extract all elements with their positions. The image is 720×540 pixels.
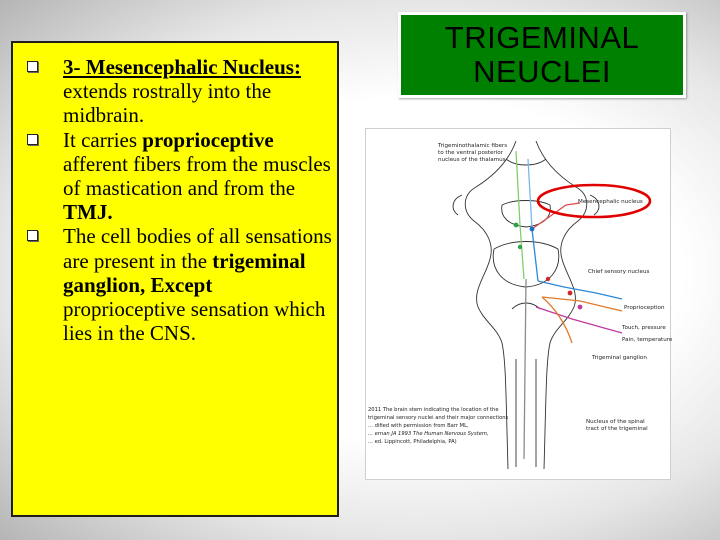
bullet-text: extends rostrally into the midbrain. — [63, 79, 272, 128]
slide-title-line-2: NEUCLEI — [473, 54, 611, 89]
square-bullet-icon — [27, 61, 38, 72]
bullet-item-mesencephalic — [15, 55, 337, 128]
bullet-bold: trigeminal ganglion, — [63, 248, 306, 297]
title-box — [398, 12, 686, 98]
caption-line-4: ... ernan JA 1993 The Human Nervous System, — [368, 431, 489, 437]
bullet-list — [15, 55, 337, 345]
caption-line-3: ... dified with permission from Barr ML, — [368, 423, 469, 429]
bullet-text: afferent fibers from the muscles of mastication and from the — [63, 151, 331, 201]
bullet-item-cell-bodies — [15, 224, 337, 345]
text-panel — [11, 41, 339, 517]
brainstem-diagram — [365, 128, 671, 480]
label-lemniscus-1: Trigeminothalamic fibers — [438, 143, 508, 149]
bullet-bold: TMJ. — [63, 200, 113, 225]
label-lemniscus-3: nucleus of the thalamus — [438, 157, 506, 163]
caption-line-1: 2011 The brain stem indicating the location of the — [368, 407, 499, 413]
diagram-labels — [437, 143, 672, 432]
bullet-text: proprioceptive sensation which lies in the CNS. — [63, 297, 326, 346]
label-chief-sensory-nucleus: Chief sensory nucleus — [588, 269, 650, 275]
label-spinal-nucleus-2: tract of the trigeminal — [586, 426, 648, 432]
label-lemniscus-2: to the ventral posterior — [438, 150, 504, 156]
square-bullet-icon — [27, 230, 38, 241]
label-trigeminal-ganglion: Trigeminal ganglion — [592, 355, 647, 361]
bullet-text: The cell bodies of all sensations are present in the — [63, 224, 332, 273]
slide-title-line-1: TRIGEMINAL — [444, 20, 640, 55]
label-mesencephalic-nucleus: Mesencephalic nucleus — [578, 199, 643, 205]
bullet-bold: proprioceptive — [142, 127, 274, 152]
neuron-cells — [514, 223, 583, 310]
bullet-item-proprioceptive — [15, 128, 337, 225]
caption-line-2: trigeminal sensory nuclei and their major connections — [368, 415, 509, 421]
label-spinal-nucleus-1: Nucleus of the spinal — [586, 419, 645, 425]
pathway-lines — [516, 151, 622, 459]
label-proprioception: Proprioception — [624, 305, 665, 311]
bullet-heading: 3- Mesencephalic Nucleus: — [63, 55, 301, 79]
bullet-bold: Except — [150, 272, 213, 297]
label-touch-pressure: Touch, pressure — [622, 325, 666, 331]
caption-line-5: ... ed. Lippincott, Philadelphia, PA) — [368, 439, 457, 445]
square-bullet-icon — [27, 134, 38, 145]
label-pain-temperature: Pain, temperature — [622, 337, 672, 343]
bullet-text: It carries — [63, 127, 143, 152]
figure-caption — [368, 407, 509, 445]
